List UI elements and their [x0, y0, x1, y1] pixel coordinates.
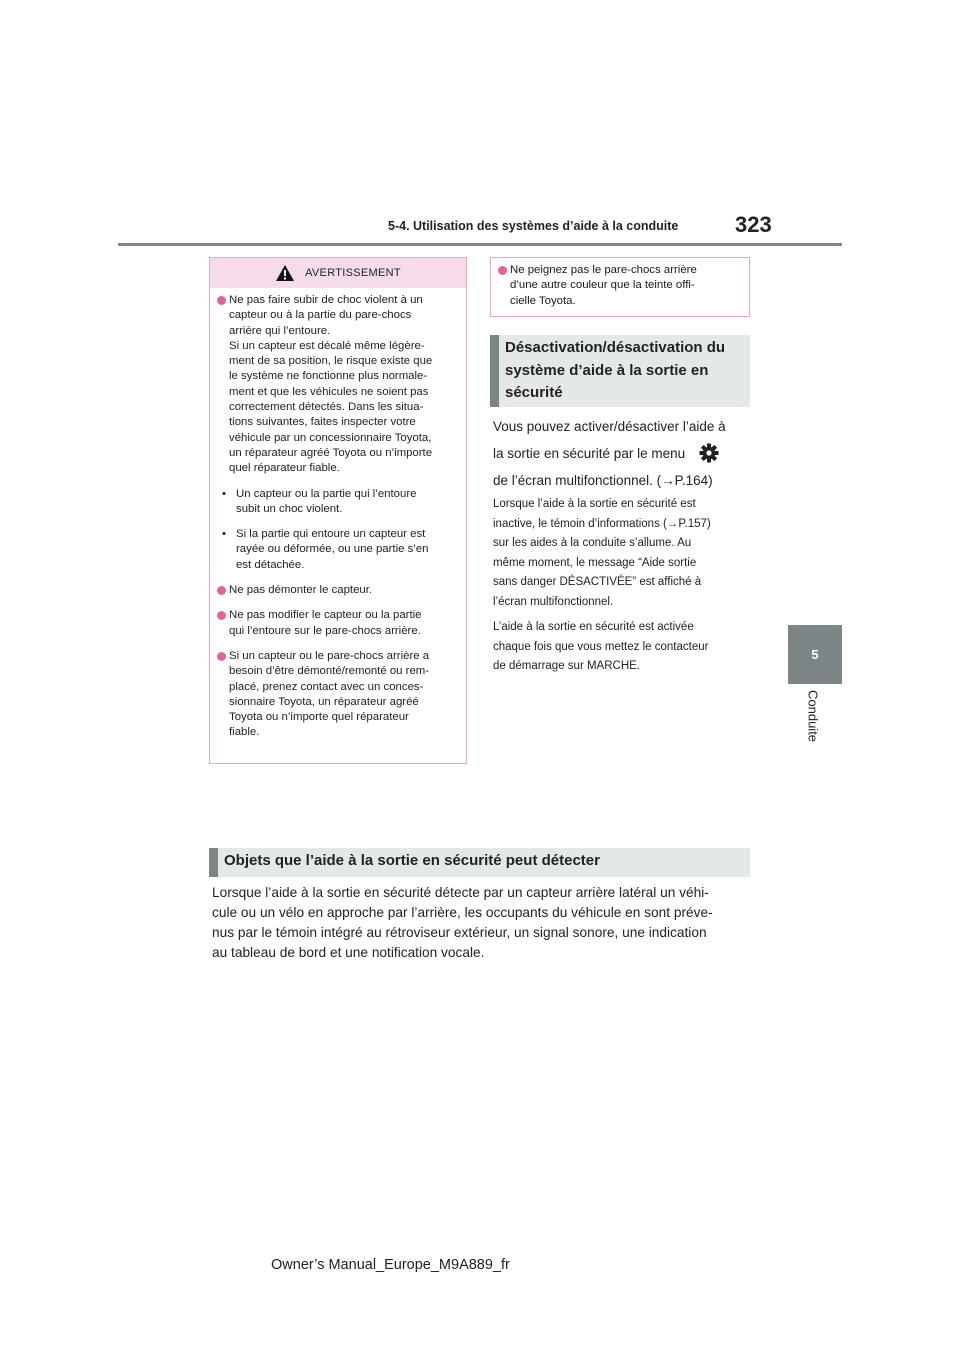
warning-item-text: Ne pas faire subir de choc violent à un capteur ou à la partie du pare-chocs arrière qui l’entoure. Si un capteur est décalé même légère- ment de sa position, le risque existe que le système ne fonctionne plus normale- ment et que les véhicules ne soient pas correctement détectés. Dans les situa- tions suivantes, faites inspecter votre véhicule par un concessionnaire Toyota, un réparateur agréé Toyota ou n’importe quel réparateur fiable. [229, 294, 433, 475]
paragraph-line: la sortie en sécurité par le menu [493, 446, 686, 461]
warning-body [217, 293, 463, 751]
footer-doc-id: Owner’s Manual_Europe_M9A889_fr [271, 1257, 510, 1273]
pink-bullet-icon [217, 611, 226, 620]
warning-box [209, 257, 467, 764]
warning-item-text: Ne pas démonter le capteur. [229, 584, 373, 597]
warning-item [217, 583, 463, 598]
note-item [498, 263, 750, 309]
pink-bullet-icon [498, 266, 507, 275]
warning-header [210, 258, 466, 288]
header-divider [118, 243, 842, 246]
warning-subitem-text: Si la partie qui entoure un capteur est rayée ou déformée, ou une partie s’en est détachée. [236, 528, 429, 571]
warning-item-text: Ne pas modifier le capteur ou la partie qui l’entoure sur le pare-chocs arrière. [229, 609, 422, 637]
pink-bullet-icon [217, 652, 226, 661]
warning-subitem [217, 487, 463, 518]
warning-item [217, 293, 463, 477]
paragraph-active: L’aide à la sortie en sécurité est activée chaque fois que vous mettez le contacteur de démarrage sur MARCHE. [493, 621, 709, 672]
chapter-tab [788, 625, 842, 684]
detection-paragraph: Lorsque l’aide à la sortie en sécurité détecte par un capteur arrière latéral un véhi- cule ou un vélo en approche par l’arrière, les occupants du véhicule en sont préve- nus par le témoin intégré au rétroviseur extérieur, un signal sonore, une indication au tableau de bord et une notification vocale. [212, 885, 713, 960]
warning-item [217, 649, 463, 741]
bullet-icon: • [222, 528, 226, 541]
note-text: Ne peignez pas le pare-chocs arrière d’une autre couleur que la teinte offi- cielle Toyota. [510, 264, 697, 307]
section-heading-text: Objets que l’aide à la sortie en sécurité peut détecter [224, 852, 600, 869]
warning-item [217, 608, 463, 639]
section-heading [209, 848, 750, 877]
subheading-box [490, 335, 750, 407]
note-box [490, 257, 750, 317]
page-number: 323 [735, 212, 772, 237]
warning-subitem [217, 527, 463, 573]
warning-subitem-text: Un capteur ou la partie qui l’entoure subit un choc violent. [236, 487, 417, 515]
section-title: 5-4. Utilisation des systèmes d’aide à la conduite [388, 219, 679, 233]
warning-title: AVERTISSEMENT [305, 267, 401, 279]
pink-bullet-icon [217, 586, 226, 595]
paragraph-line: de l’écran multifonctionnel. (→P.164) [493, 473, 713, 488]
chapter-label-container [803, 690, 823, 760]
paragraph-inactive: Lorsque l’aide à la sortie en sécurité est inactive, le témoin d’informations (→P.157) sur les aides à la conduite s’allume. Au même moment, le message “Aide sortie sans danger DÉSACTIVÉE” est affiché à l’écran multifonctionnel. [493, 498, 711, 608]
paragraph-line: Vous pouvez activer/désactiver l’aide à [493, 419, 726, 434]
chapter-label: Conduite [805, 690, 821, 743]
paragraph-activate [493, 413, 753, 494]
gear-icon [699, 443, 719, 463]
chapter-number: 5 [811, 647, 819, 662]
paragraph-line-with-icon [493, 440, 753, 467]
subheading-title: Désactivation/désactivation du système d’aide à la sortie en sécurité [505, 339, 726, 401]
bullet-icon: • [222, 487, 226, 500]
pink-bullet-icon [217, 296, 226, 305]
warning-triangle-icon [275, 264, 295, 282]
warning-item-text: Si un capteur ou le pare-chocs arrière a besoin d’être démonté/remonté ou rem- placé, prenez contact avec un conces- sionnaire Toyota, un réparateur agréé Toyota ou n’importe quel réparateur fiable. [229, 649, 430, 739]
